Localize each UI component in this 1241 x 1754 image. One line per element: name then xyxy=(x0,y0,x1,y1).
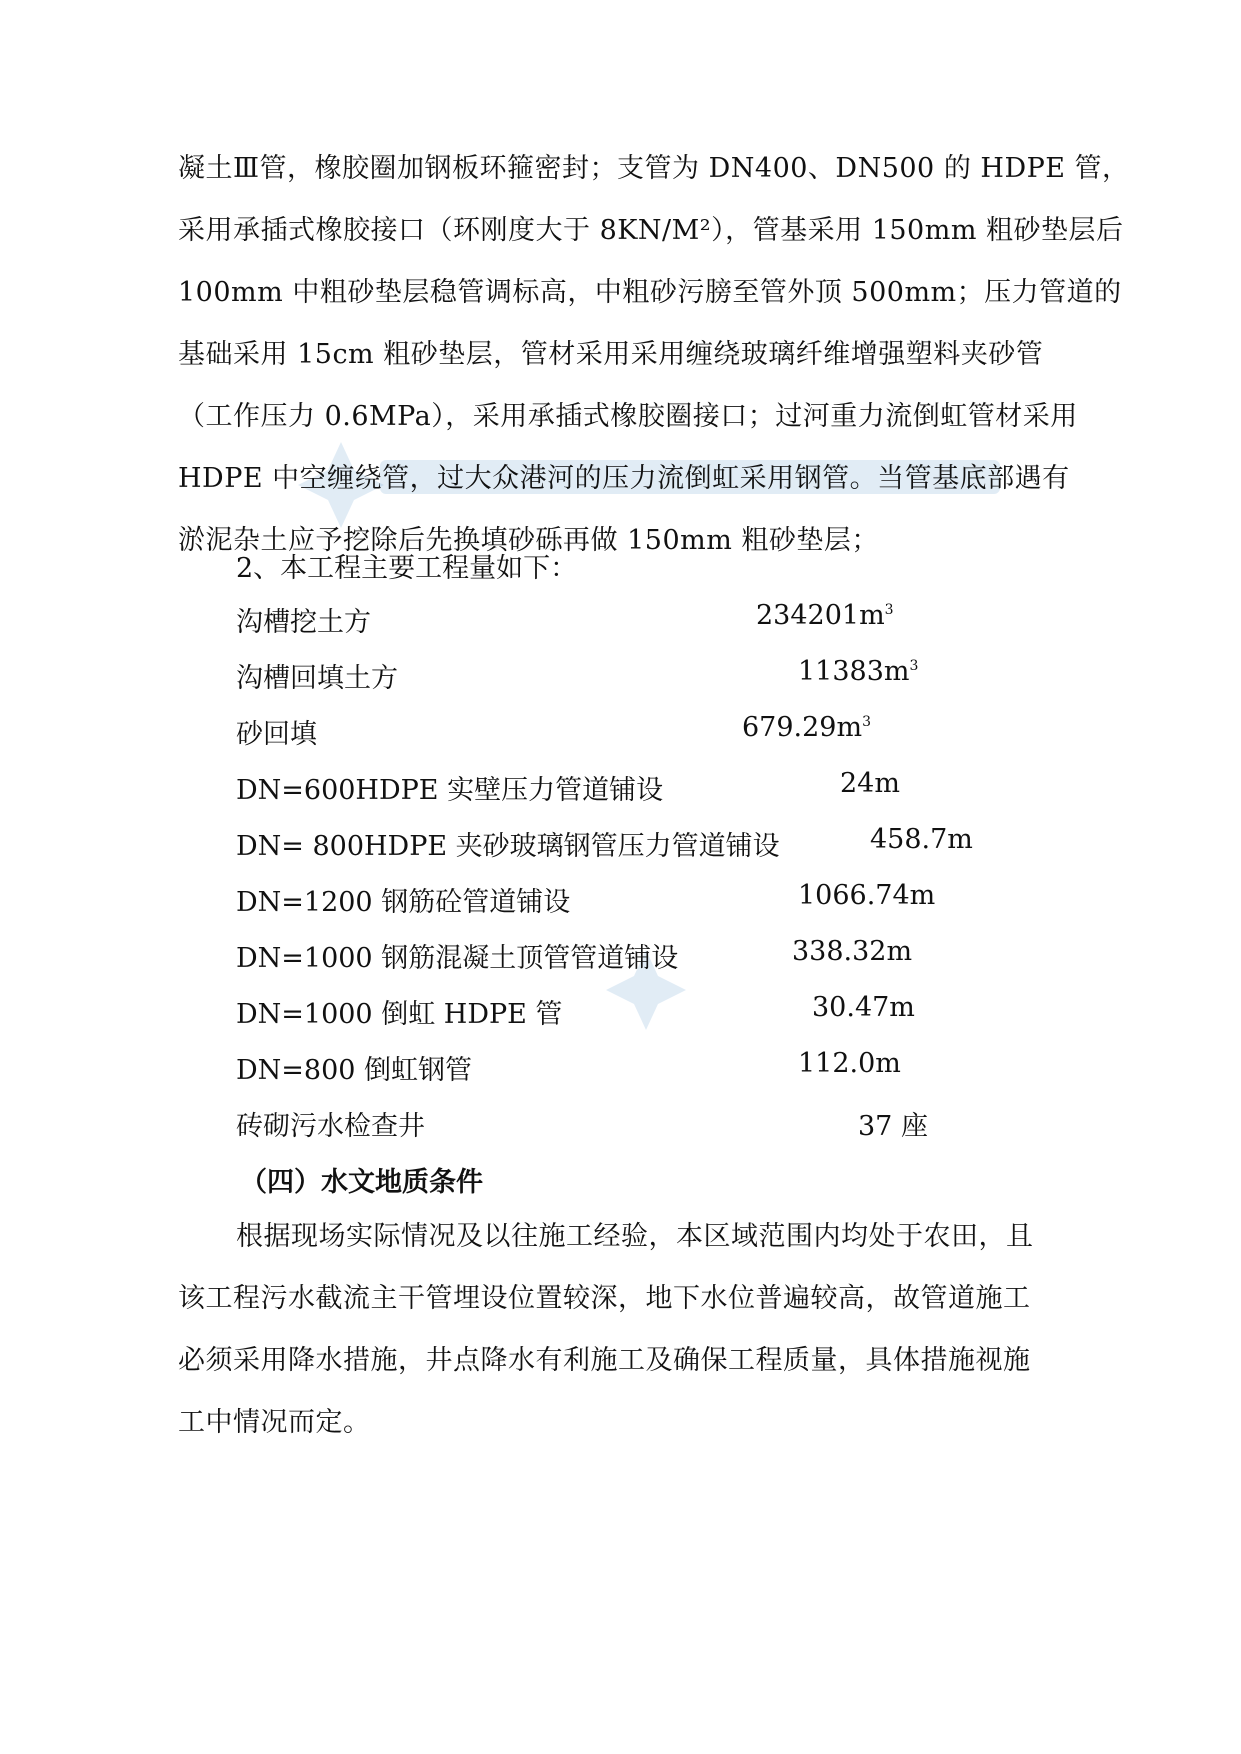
quantity-label: 砂回填 xyxy=(236,719,317,750)
section-line: 工中情况而定。 xyxy=(178,1407,371,1438)
intro-line: 淤泥杂土应予挖除后先换填砂砾再做 150mm 粗砂垫层； xyxy=(178,525,879,556)
quantity-value: 458.7m xyxy=(870,824,973,855)
quantity-value: 24m xyxy=(840,768,900,799)
quantity-label: 沟槽挖土方 xyxy=(236,607,371,638)
intro-line: 100mm 中粗砂垫层稳管调标高，中粗砂污膀至管外顶 500mm；压力管道的 xyxy=(178,277,1122,308)
quantity-label: 砖砌污水检查井 xyxy=(236,1111,425,1142)
quantity-value: 338.32m xyxy=(792,936,913,967)
quantity-value: $234201m^3$ xyxy=(756,600,894,631)
section-line: 根据现场实际情况及以往施工经验，本区域范围内均处于农田，且 xyxy=(236,1221,1034,1252)
section-paragraph xyxy=(178,1206,1078,1454)
quantity-value: 1066.74m xyxy=(798,880,936,911)
section-line: 必须采用降水措施，井点降水有利施工及确保工程质量，具体措施视施 xyxy=(178,1345,1031,1376)
quantity-label: DN=1000 钢筋混凝土顶管管道铺设 xyxy=(236,943,679,974)
quantity-label: DN= 800HDPE 夹砂玻璃钢管压力管道铺设 xyxy=(236,831,780,862)
section-line: 该工程污水截流主干管埋设位置较深，地下水位普遍较高，故管道施工 xyxy=(178,1283,1031,1314)
intro-paragraph xyxy=(178,138,1130,572)
intro-line: （工作压力 0.6MPa），采用承插式橡胶圈接口；过河重力流倒虹管材采用 xyxy=(178,401,1078,432)
quantity-value: $11383m^3$ xyxy=(798,656,919,687)
quantity-label: DN=600HDPE 实壁压力管道铺设 xyxy=(236,775,664,806)
intro-line: 凝土Ⅲ管，橡胶圈加钢板环箍密封；支管为 DN400、DN500 的 HDPE 管， xyxy=(178,153,1130,184)
quantity-label: 沟槽回填土方 xyxy=(236,663,398,694)
quantity-label: DN=1000 倒虹 HDPE 管 xyxy=(236,999,563,1030)
intro-line: 采用承插式橡胶接口（环刚度大于 8KN/M²），管基采用 150mm 粗砂垫层后 xyxy=(178,215,1124,246)
quantity-value: 112.0m xyxy=(798,1048,901,1079)
intro-line: 基础采用 15cm 粗砂垫层，管材采用采用缠绕玻璃纤维增强塑料夹砂管 xyxy=(178,339,1044,370)
quantity-value: $679.29m^3$ xyxy=(742,712,871,743)
section-heading: （四）水文地质条件 xyxy=(240,1167,483,1198)
quantities-intro: 2、本工程主要工程量如下： xyxy=(236,553,578,584)
quantity-label: DN=800 倒虹钢管 xyxy=(236,1055,473,1086)
quantity-label: DN=1200 钢筋砼管道铺设 xyxy=(236,887,571,918)
quantity-value: 37 座 xyxy=(858,1111,928,1142)
quantity-value: 30.47m xyxy=(812,992,915,1023)
intro-line: HDPE 中空缠绕管，过大众港河的压力流倒虹采用钢管。当管基底部遇有 xyxy=(178,463,1070,494)
